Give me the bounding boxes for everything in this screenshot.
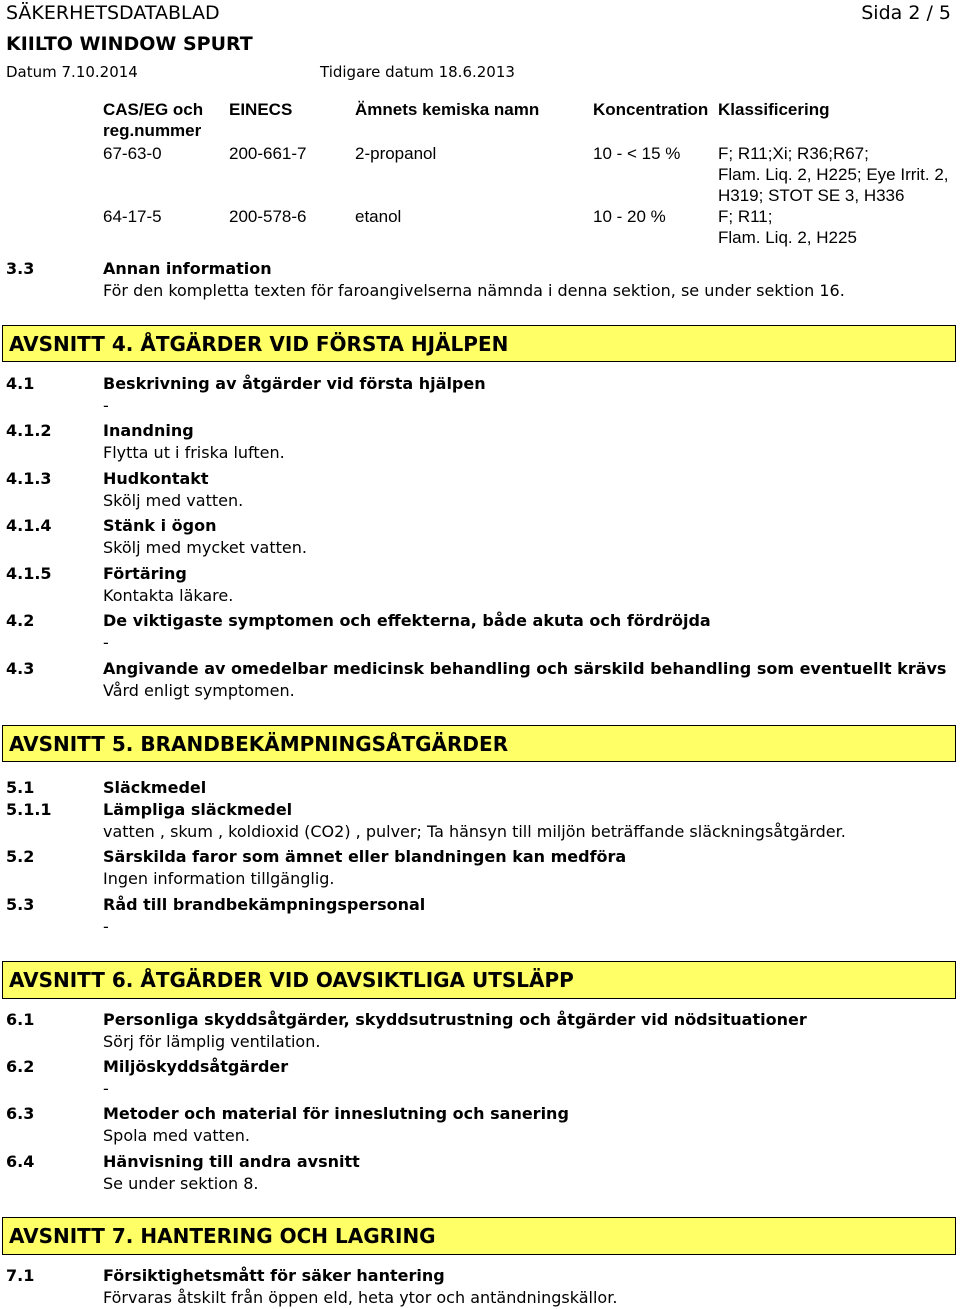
subsection-text: För den kompletta texten för faroangivelserna nämnda i denna sektion, se under sektion 16. (103, 281, 845, 300)
product-name: KIILTO WINDOW SPURT (6, 33, 253, 55)
subsection-title: Inandning (103, 421, 194, 440)
cell-concentration: 10 - 20 % (593, 207, 666, 226)
cell-cas: 64-17-5 (103, 207, 162, 226)
col-header-einecs: EINECS (229, 100, 293, 119)
section-heading-4 (2, 325, 956, 362)
section-number: 6.2 (6, 1057, 35, 1076)
subsection-text: Spola med vatten. (103, 1126, 250, 1145)
subsection-title: Personliga skyddsåtgärder, skyddsutrustning och åtgärder vid nödsituationer (103, 1010, 807, 1029)
col-header-cas-2: reg.nummer (103, 121, 202, 140)
col-header-name: Ämnets kemiska namn (355, 100, 540, 119)
page-number: Sida 2 / 5 (861, 2, 951, 24)
section-number: 5.3 (6, 895, 35, 914)
cell-classification: H319; STOT SE 3, H336 (718, 186, 905, 205)
cell-concentration: 10 - < 15 % (593, 144, 681, 163)
subsection-text: Se under sektion 8. (103, 1174, 259, 1193)
section-number: 4.1.4 (6, 516, 52, 535)
subsection-text: vatten , skum , koldioxid (CO2) , pulver; Ta hänsyn till miljön beträffande släckningsåtgärder. (103, 822, 846, 841)
previous-date: Tidigare datum 18.6.2013 (320, 63, 515, 81)
section-number: 3.3 (6, 259, 35, 278)
subsection-title: Metoder och material för inneslutning och sanering (103, 1104, 569, 1123)
subsection-text: - (103, 396, 109, 415)
subsection-title: Annan information (103, 259, 272, 278)
col-header-cas: CAS/EG och (103, 100, 204, 119)
subsection-text: Ingen information tillgänglig. (103, 869, 335, 888)
subsection-title: Angivande av omedelbar medicinsk behandling och särskild behandling som eventuellt krävs (103, 659, 947, 678)
subsection-text: Sörj för lämplig ventilation. (103, 1032, 321, 1051)
cell-name: etanol (355, 207, 402, 226)
section-number: 6.1 (6, 1010, 35, 1029)
subsection-title: Förtäring (103, 564, 187, 583)
subsection-text: Flytta ut i friska luften. (103, 443, 285, 462)
subsection-title: Stänk i ögon (103, 516, 217, 535)
section-heading-6 (2, 961, 956, 999)
col-header-concentration: Koncentration (593, 100, 709, 119)
subsection-text: Skölj med vatten. (103, 491, 244, 510)
cell-classification: F; R11; (718, 207, 773, 226)
subsection-title: Beskrivning av åtgärder vid första hjälpen (103, 374, 486, 393)
subsection-text: Förvaras åtskilt från öppen eld, heta ytor och antändningskällor. (103, 1288, 618, 1307)
section-number: 4.1 (6, 374, 35, 393)
section-number: 4.2 (6, 611, 35, 630)
section-heading-text: AVSNITT 4. ÅTGÄRDER VID FÖRSTA HJÄLPEN (9, 331, 509, 356)
section-number: 4.1.3 (6, 469, 52, 488)
subsection-text: - (103, 1079, 109, 1098)
subsection-title: Miljöskyddsåtgärder (103, 1057, 289, 1076)
section-number: 6.4 (6, 1152, 35, 1171)
cell-einecs: 200-578-6 (229, 207, 307, 226)
section-heading-text: AVSNITT 7. HANTERING OCH LAGRING (9, 1224, 436, 1248)
cell-einecs: 200-661-7 (229, 144, 307, 163)
document-title: SÄKERHETSDATABLAD (6, 2, 220, 24)
section-heading-text: AVSNITT 5. BRANDBEKÄMPNINGSÅTGÄRDER (9, 731, 509, 756)
subsection-title: Hänvisning till andra avsnitt (103, 1152, 360, 1171)
section-number: 4.1.5 (6, 564, 52, 583)
document-date: Datum 7.10.2014 (6, 63, 138, 81)
subsection-text: Vård enligt symptomen. (103, 681, 295, 700)
subsection-text: - (103, 633, 109, 652)
cell-cas: 67-63-0 (103, 144, 162, 163)
section-heading-7 (2, 1217, 956, 1255)
subsection-title: Försiktighetsmått för säker hantering (103, 1266, 445, 1285)
subsection-title: Hudkontakt (103, 469, 209, 488)
col-header-classification: Klassificering (718, 100, 830, 119)
subsection-title: Lämpliga släckmedel (103, 800, 293, 819)
section-number: 5.1 (6, 778, 35, 797)
subsection-title: De viktigaste symptomen och effekterna, både akuta och fördröjda (103, 611, 711, 630)
subsection-title: Släckmedel (103, 778, 207, 797)
subsection-text: Skölj med mycket vatten. (103, 538, 307, 557)
section-number: 5.2 (6, 847, 35, 866)
subsection-title: Råd till brandbekämpningspersonal (103, 895, 426, 914)
section-heading-5 (2, 725, 956, 762)
cell-classification: Flam. Liq. 2, H225 (718, 228, 857, 247)
cell-name: 2-propanol (355, 144, 437, 163)
cell-classification: F; R11;Xi; R36;R67; (718, 144, 869, 163)
section-heading-text: AVSNITT 6. ÅTGÄRDER VID OAVSIKTLIGA UTSLÄPP (9, 968, 574, 992)
subsection-title: Särskilda faror som ämnet eller blandningen kan medföra (103, 847, 627, 866)
section-number: 6.3 (6, 1104, 35, 1123)
subsection-text: Kontakta läkare. (103, 586, 234, 605)
section-number: 4.1.2 (6, 421, 52, 440)
section-number: 7.1 (6, 1266, 35, 1285)
section-number: 5.1.1 (6, 800, 52, 819)
section-number: 4.3 (6, 659, 35, 678)
cell-classification: Flam. Liq. 2, H225; Eye Irrit. 2, (718, 165, 949, 184)
subsection-text: - (103, 917, 109, 936)
